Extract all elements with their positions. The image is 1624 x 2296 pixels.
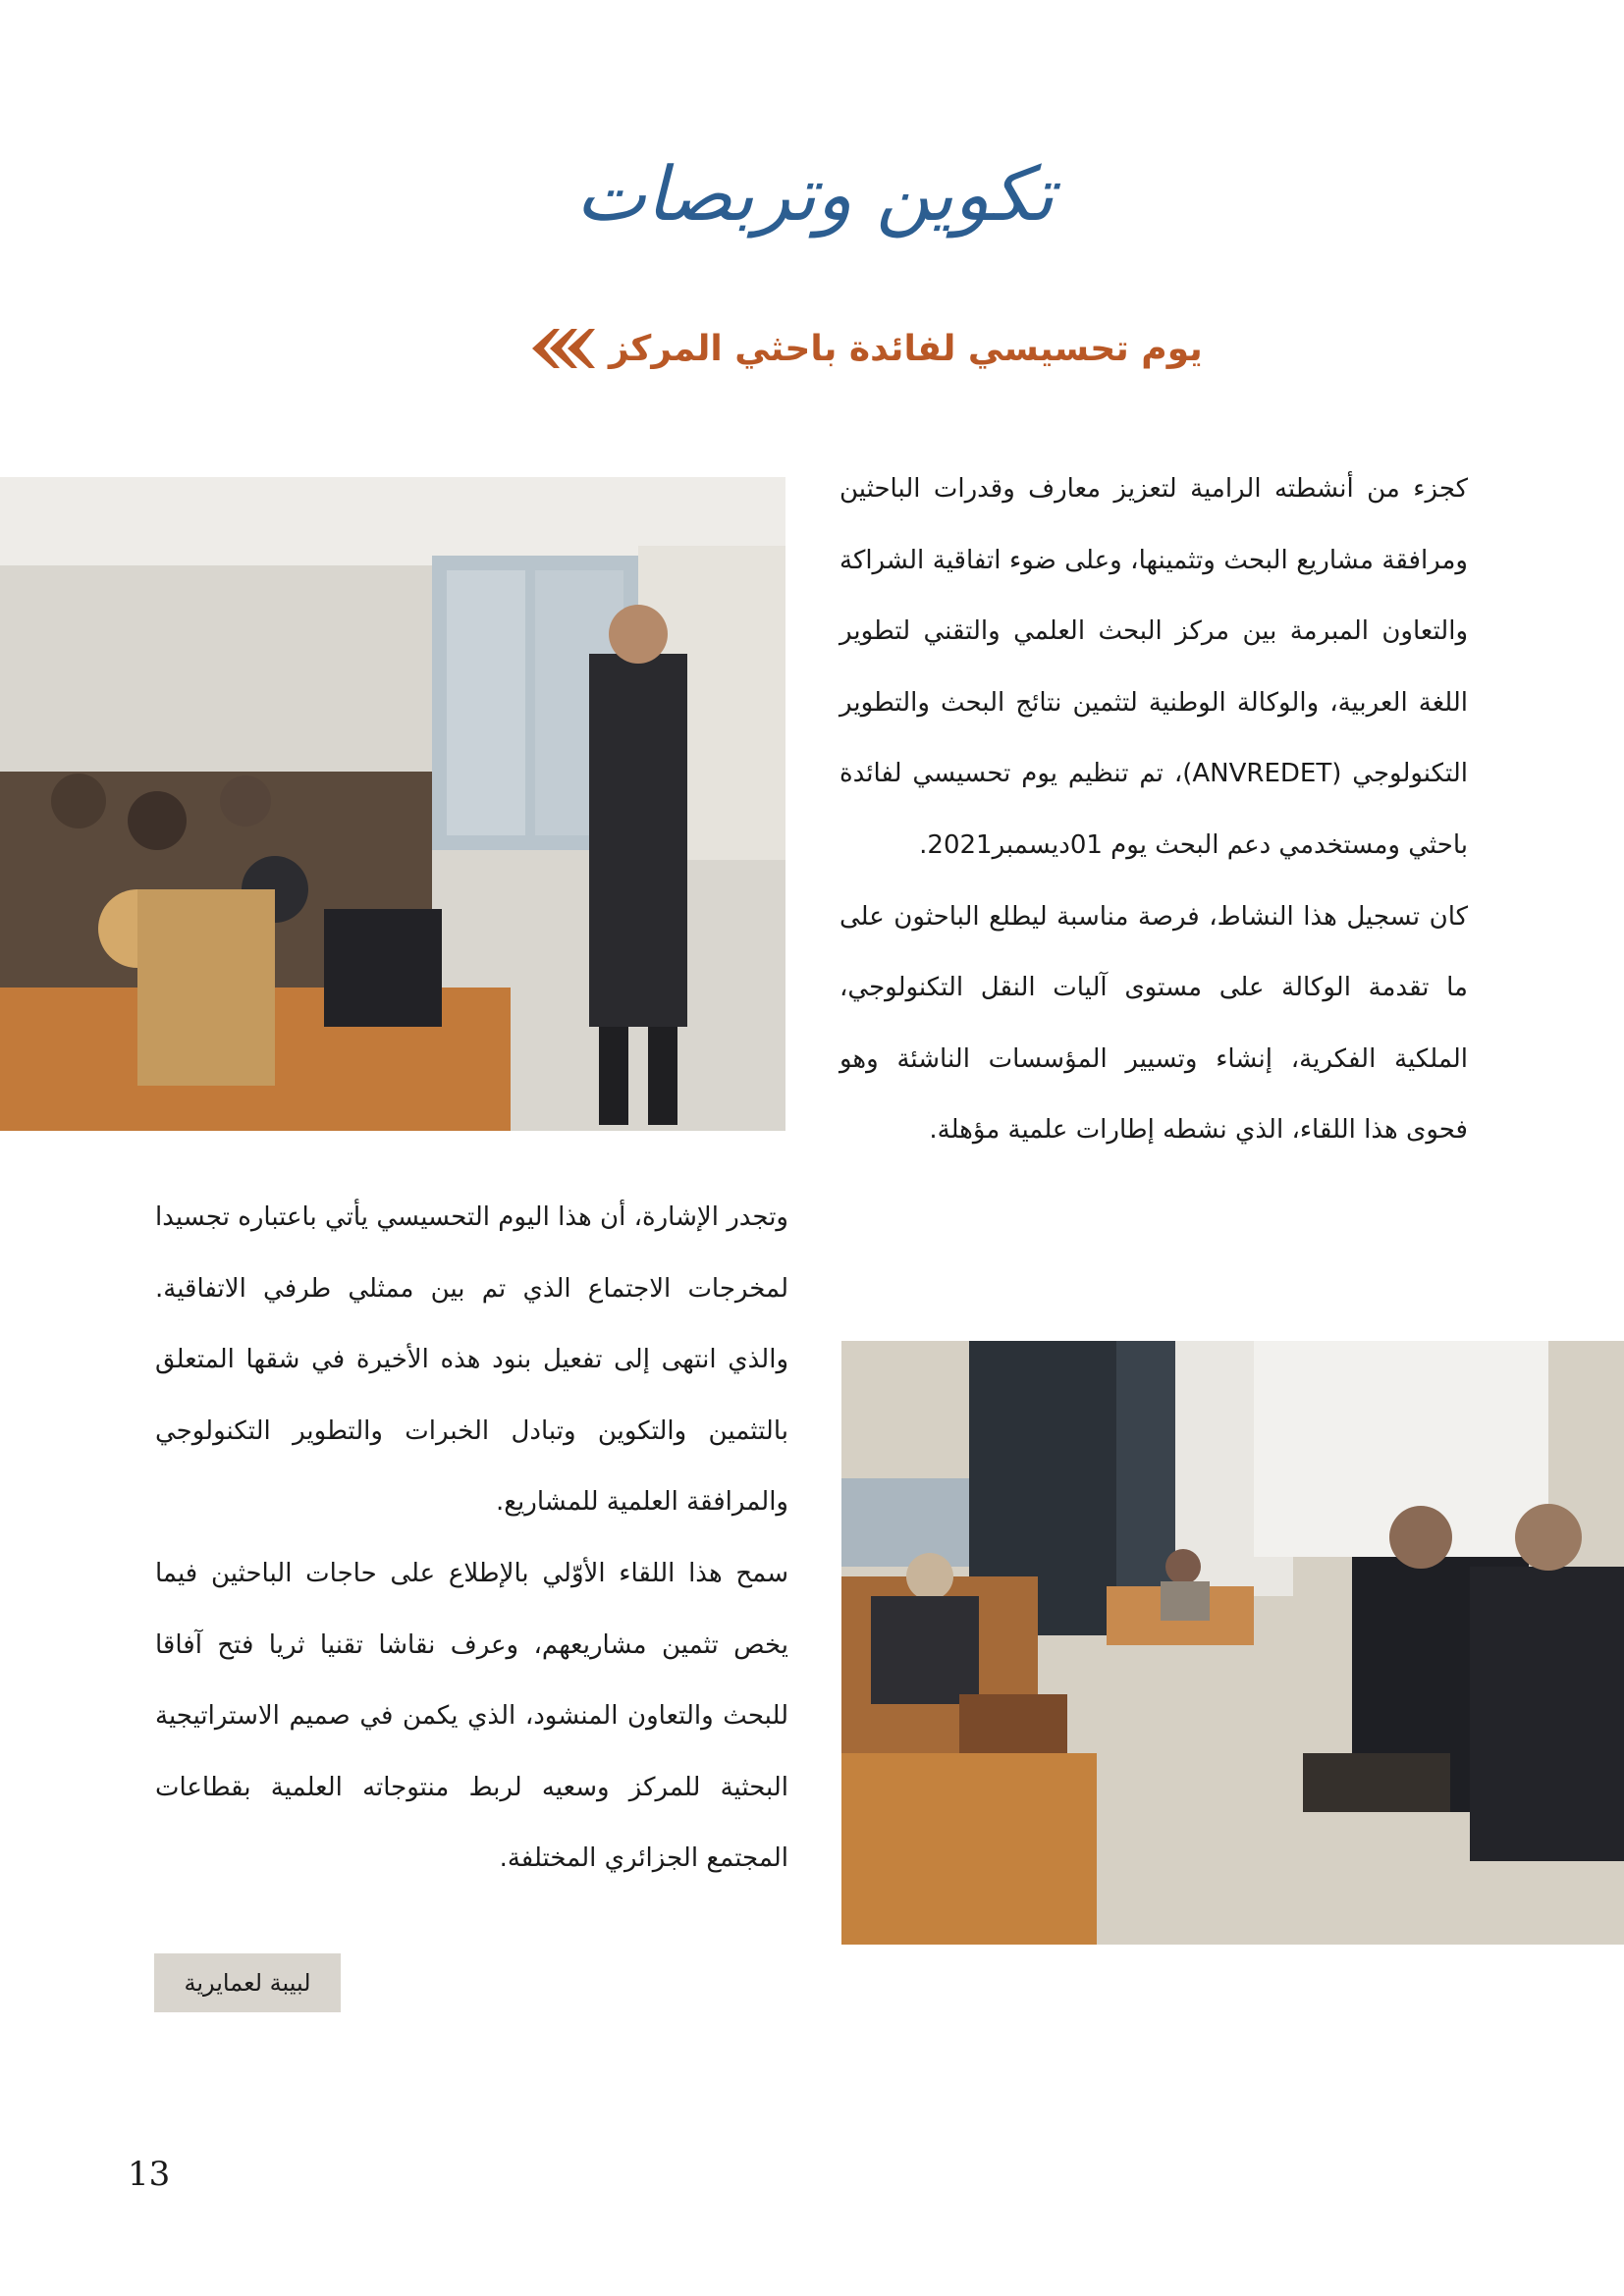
paragraph: وتجدر الإشارة، أن هذا اليوم التحسيسي يأتي باعتباره تجسيدا لمخرجات الاجتماع الذي تم بين ممثلي طرفي الاتفاقية. والذي انتهى إلى تفعيل بنود هذه الأخيرة في شقها المتعلق بالتثمين والتكوين وتبادل الخبرات والتطوير التكنولوجي والمرافقة العلمية للمشاريع. xyxy=(155,1202,788,1518)
seminar-presentation-photo xyxy=(841,1341,1624,1945)
paragraph: سمح هذا اللقاء الأوّلي بالإطلاع على حاجات الباحثين فيما يخص تثمين مشاريعهم، وعرف نقاشا تقنيا ثريا فتح آفاقا للبحث والتعاون المنشود، الذي يكمن في صميم الاستراتيجية البحثية للمركز وسعيه لربط منتوجاته العلمية بقطاعات المجتمع الجزائري المختلفة. xyxy=(155,1558,788,1874)
triple-chevron-icon xyxy=(530,325,595,372)
page-number: 13 xyxy=(128,2155,171,2194)
seminar-audience-photo xyxy=(0,477,785,1131)
article-body-left-column xyxy=(155,1182,788,1895)
paragraph: كان تسجيل هذا النشاط، فرصة مناسبة ليطلع الباحثون على ما تقدمة الوكالة على مستوى آليات النقل التكنولوجي، الملكية الفكرية، إنشاء وتسيير المؤسسات الناشئة وهو فحوى هذا اللقاء، الذي نشطه إطارات علمية مؤهلة. xyxy=(839,901,1468,1146)
author-byline: لبيبة لعمايرية xyxy=(154,1953,341,2012)
paragraph: كجزء من أنشطته الرامية لتعزيز معارف وقدرات الباحثين ومرافقة مشاريع البحث وتثمينها، وعلى ضوء اتفاقية الشراكة والتعاون المبرمة بين مركز البحث العلمي والتقني لتطوير اللغة العربية، والوكالة الوطنية لتثمين نتائج البحث والتطوير التكنولوجي (ANVREDET)، تم تنظيم يوم تحسيسي لفائدة باحثي ومستخدمي دعم البحث يوم 01ديسمبر2021. xyxy=(839,474,1468,860)
article-header xyxy=(530,314,1203,383)
article-title: يوم تحسيسي لفائدة باحثي المركز xyxy=(609,328,1203,369)
section-title: تكوين وتربصات xyxy=(575,150,1055,238)
article-body-right-column xyxy=(839,454,1468,1166)
